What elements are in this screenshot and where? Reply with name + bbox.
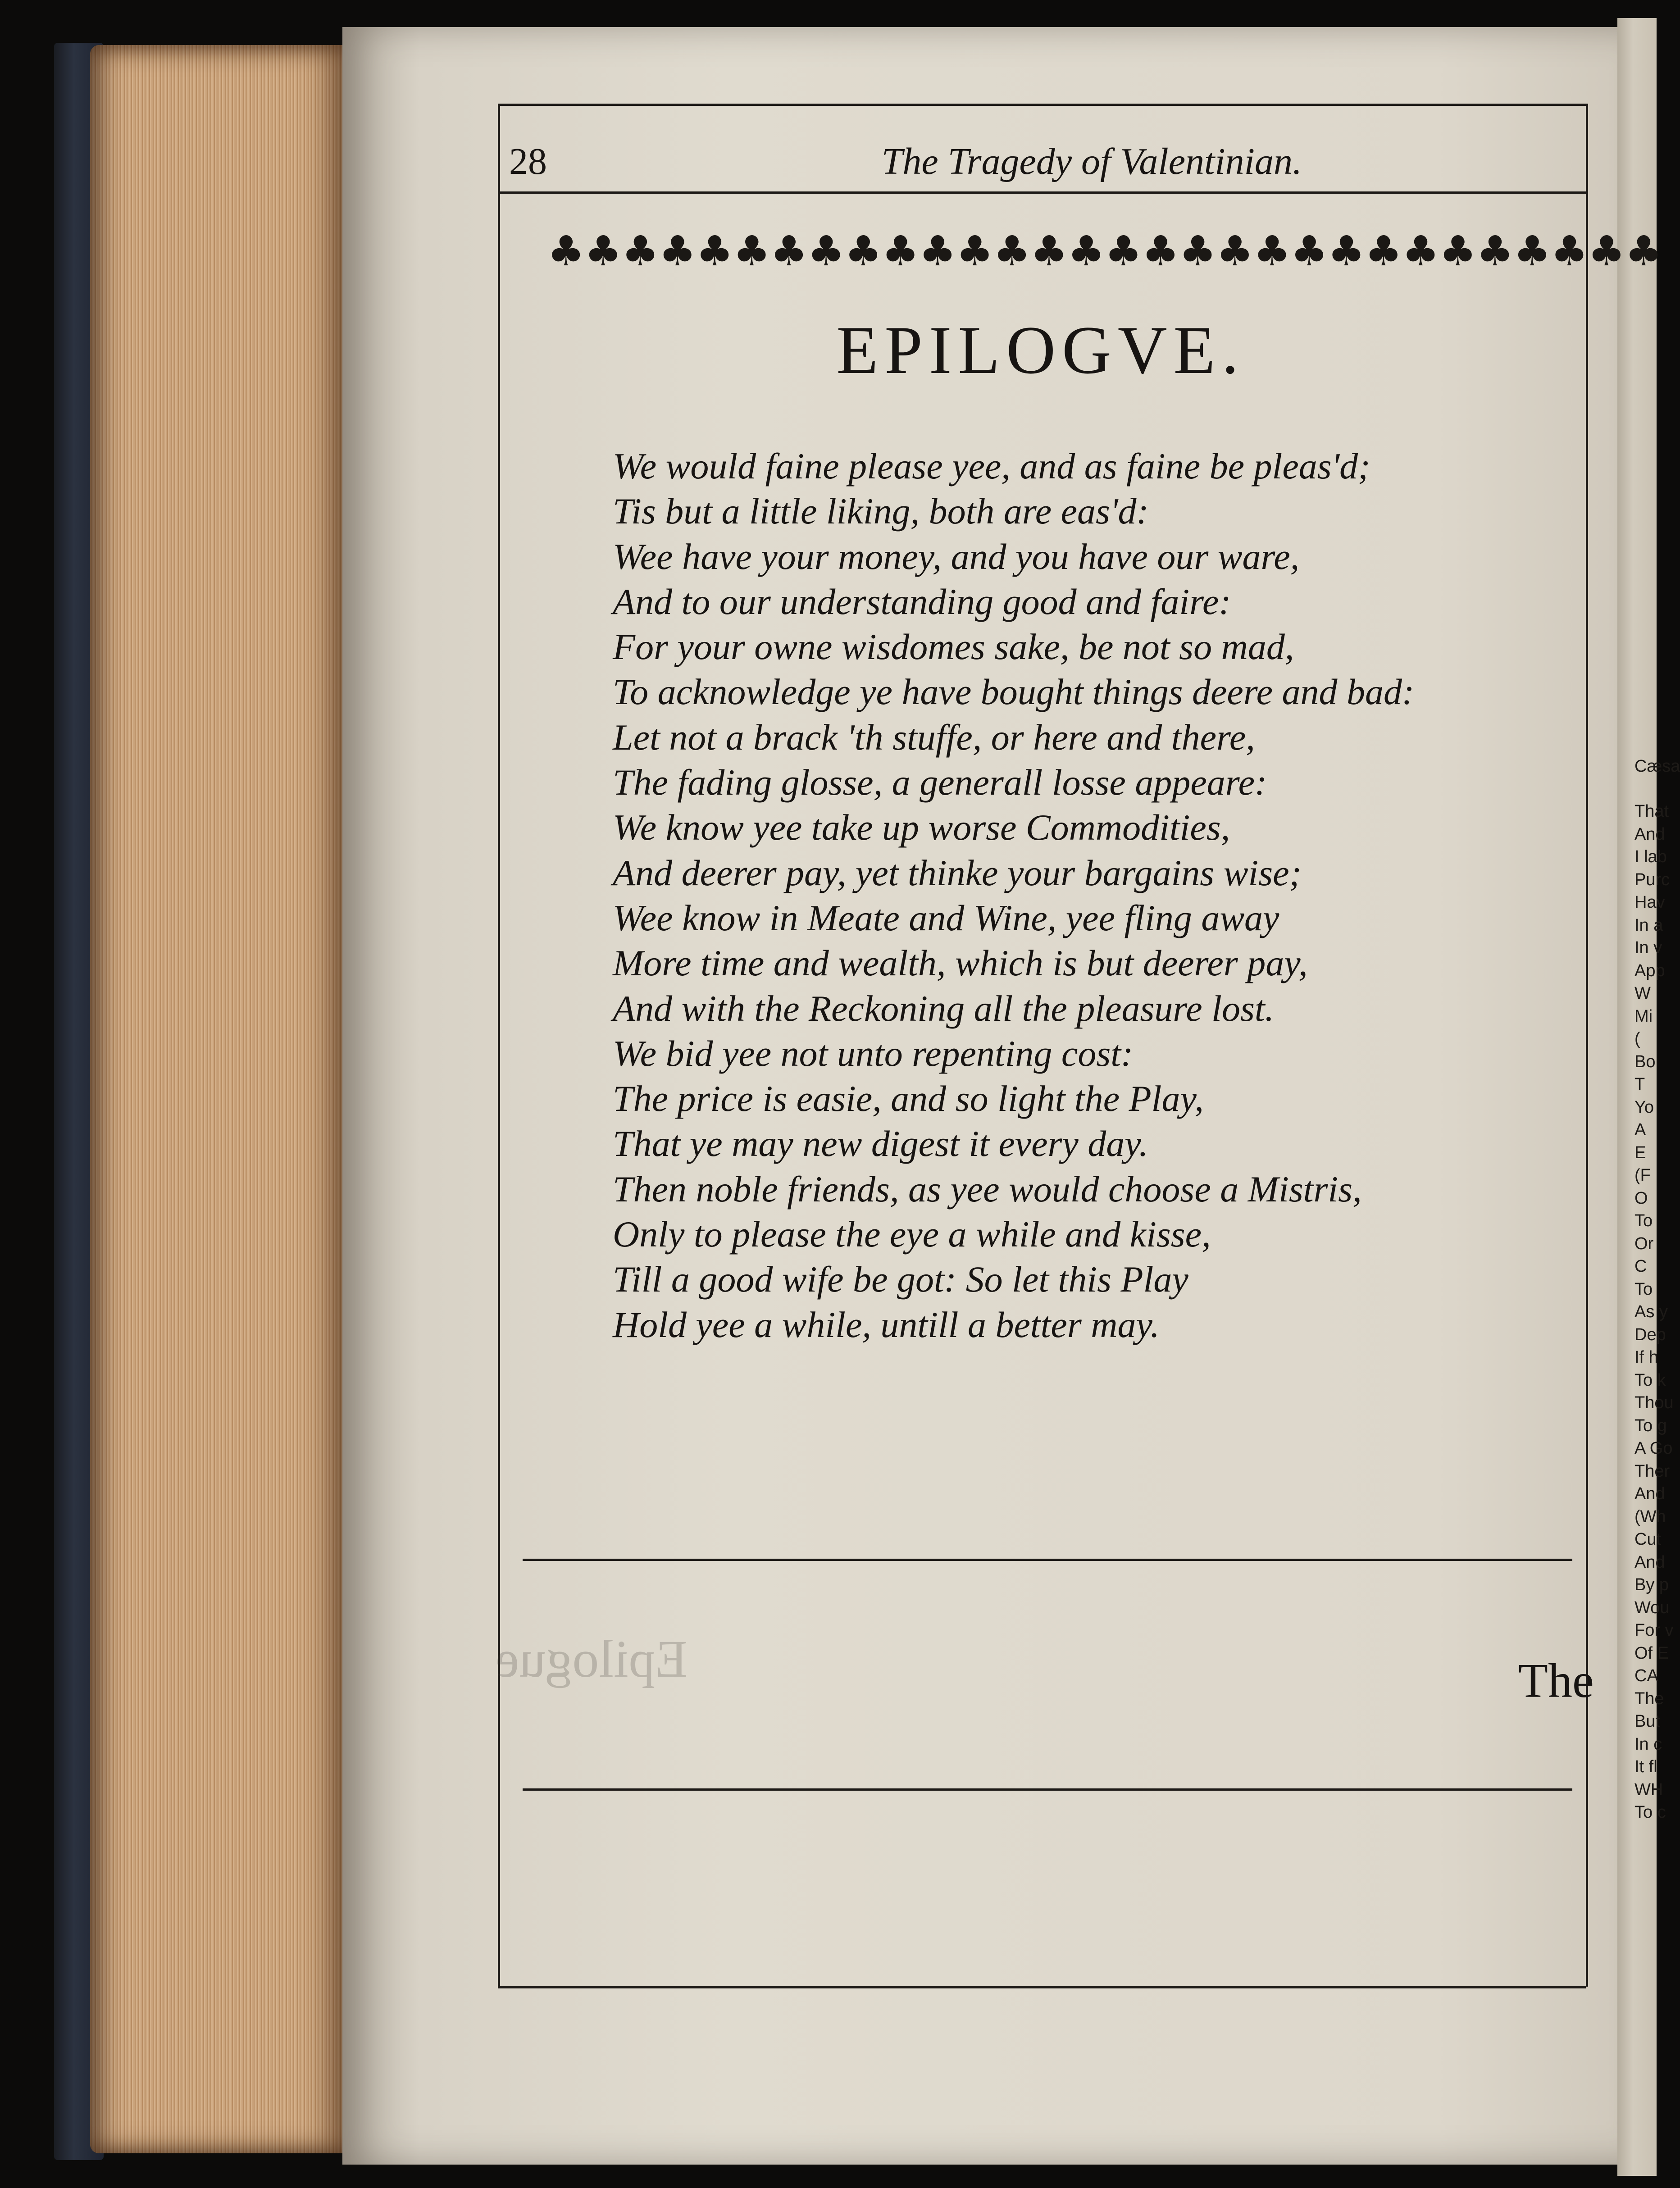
facing-page-line: (F (1634, 1166, 1651, 1185)
facing-page-line: But (1634, 1712, 1661, 1731)
verse-line: Tis but a little liking, both are eas'd: (613, 491, 1149, 532)
ornament-fleuron-icon: ♣ (659, 227, 696, 275)
verse-line: And deerer pay, yet thinke your bargains wise; (613, 852, 1302, 893)
facing-page-line: (Wh (1634, 1507, 1666, 1526)
ornament-fleuron-icon: ♣ (1551, 227, 1588, 275)
ornament-band (547, 223, 1662, 279)
facing-page-line: In v (1634, 938, 1662, 957)
facing-page-line: Yo (1634, 1097, 1654, 1117)
ornament-fleuron-icon: ♣ (844, 227, 882, 275)
facing-page-line: Hav (1634, 893, 1665, 912)
verse-line: Let not a brack 'th stuffe, or here and there, (613, 716, 1255, 758)
ornament-fleuron-icon: ♣ (1625, 227, 1662, 275)
facing-page-line: The (1634, 1689, 1664, 1708)
ornament-fleuron-icon: ♣ (956, 227, 993, 275)
facing-page-line: App (1634, 961, 1665, 980)
facing-page-line: C (1634, 1257, 1647, 1276)
ornament-fleuron-icon: ♣ (1179, 227, 1216, 275)
ornament-fleuron-icon: ♣ (1290, 227, 1328, 275)
facing-page-line: To g (1634, 1416, 1667, 1435)
ornament-fleuron-icon: ♣ (919, 227, 956, 275)
catchword: The (1518, 1654, 1594, 1708)
ornament-fleuron-icon: ♣ (1030, 227, 1068, 275)
lower-rule-1 (523, 1559, 1572, 1561)
ornament-fleuron-icon: ♣ (1402, 227, 1439, 275)
facing-page-line: By p (1634, 1575, 1669, 1594)
ornament-fleuron-icon: ♣ (1439, 227, 1477, 275)
facing-page-line: Of E (1634, 1643, 1669, 1663)
facing-page-line: And (1634, 824, 1665, 844)
facing-page-line: Or (1634, 1234, 1654, 1253)
facing-page-line: Purc (1634, 870, 1670, 889)
facing-page-line: O (1634, 1188, 1648, 1208)
facing-page-line: In c (1634, 1734, 1662, 1754)
verse-line: And to our understanding good and faire: (613, 581, 1231, 622)
verse-line: Wee have your money, and you have our ware, (613, 536, 1300, 577)
facing-page-line: To k (1634, 1370, 1666, 1390)
ornament-fleuron-icon: ♣ (1588, 227, 1625, 275)
bottom-rule (498, 1986, 1586, 1988)
facing-page-line: To c (1634, 1803, 1666, 1822)
facing-page-line: As y (1634, 1302, 1668, 1321)
ornament-fleuron-icon: ♣ (807, 227, 845, 275)
verse-line: To acknowledge ye have bought things deere and bad: (613, 671, 1415, 713)
facing-page-line: To (1634, 1211, 1653, 1230)
verse-line: We would faine please yee, and as faine be pleas'd; (613, 446, 1370, 487)
verse-line: Till a good wife be got: So let this Play (613, 1259, 1188, 1300)
ornament-fleuron-icon: ♣ (733, 227, 770, 275)
epilogue-verse (613, 444, 1446, 1347)
facing-page-line: That (1634, 802, 1669, 821)
verse-line: Only to please the eye a while and kisse, (613, 1214, 1211, 1255)
ornament-fleuron-icon: ♣ (1476, 227, 1514, 275)
facing-page-line: To (1634, 1279, 1653, 1299)
ornament-fleuron-icon: ♣ (1328, 227, 1365, 275)
verse-line: That ye may new digest it every day. (613, 1123, 1148, 1165)
fore-edge-pages (90, 45, 342, 2153)
facing-page-line: Wou (1634, 1598, 1670, 1617)
ornament-fleuron-icon: ♣ (584, 227, 622, 275)
facing-page-line: E (1634, 1143, 1646, 1162)
facing-page-line: It fl (1634, 1757, 1657, 1776)
verse-line: We bid yee not unto repenting cost: (613, 1033, 1134, 1074)
verse-line: For your owne wisdomes sake, be not so mad, (613, 626, 1294, 668)
ornament-fleuron-icon: ♣ (547, 227, 585, 275)
facing-page-line: Cut (1634, 1530, 1662, 1549)
ornament-fleuron-icon: ♣ (1216, 227, 1254, 275)
facing-page-line: Cæsa (1634, 757, 1680, 776)
facing-page-line: W (1634, 984, 1651, 1003)
facing-page-line: And (1634, 1484, 1665, 1503)
verse-line: The price is easie, and so light the Play, (613, 1078, 1204, 1119)
top-rule (498, 104, 1586, 106)
facing-page-line: WH (1634, 1780, 1663, 1799)
ornament-fleuron-icon: ♣ (621, 227, 659, 275)
page-number: 28 (509, 141, 547, 182)
facing-page-line: I lab (1634, 847, 1667, 866)
verse-line: Hold yee a while, untill a better may. (613, 1304, 1160, 1345)
ornament-fleuron-icon: ♣ (993, 227, 1031, 275)
ornament-fleuron-icon: ♣ (1513, 227, 1551, 275)
facing-page-line: A Go (1634, 1439, 1673, 1458)
verse-line: Wee know in Meate and Wine, yee fling away (613, 897, 1279, 938)
facing-page-line: Thou (1634, 1393, 1674, 1412)
ornament-fleuron-icon: ♣ (882, 227, 919, 275)
ornament-fleuron-icon: ♣ (770, 227, 808, 275)
lower-rule-2 (523, 1788, 1572, 1791)
facing-page-line: Mi (1634, 1006, 1653, 1026)
facing-page-line: CA (1634, 1666, 1658, 1685)
ornament-fleuron-icon: ♣ (1067, 227, 1105, 275)
facing-page-line: Dep (1634, 1325, 1666, 1344)
facing-page-line: Bo (1634, 1052, 1656, 1071)
facing-page-line: Ther (1634, 1461, 1670, 1481)
verse-line: More time and wealth, which is but deerer pay, (613, 942, 1308, 984)
facing-page-line: ( (1634, 1029, 1640, 1048)
ornament-fleuron-icon: ♣ (1105, 227, 1142, 275)
running-title: The Tragedy of Valentinian. (881, 141, 1302, 182)
facing-page-fragment (1617, 18, 1680, 2176)
facing-page-line: For v (1634, 1621, 1674, 1640)
facing-page-line: And (1634, 1552, 1665, 1572)
running-head (505, 140, 1581, 189)
verse-line: We know yee take up worse Commodities, (613, 807, 1230, 848)
facing-page-line: A (1634, 1120, 1646, 1139)
facing-page-line: In a (1634, 915, 1663, 935)
verse-line: Then noble friends, as yee would choose a Mistris, (613, 1168, 1362, 1210)
facing-page-line: If h (1634, 1348, 1658, 1367)
epilogue-heading: EPILOGVE. (836, 312, 1245, 388)
show-through-text: Epilogue (496, 1629, 688, 1688)
ornament-fleuron-icon: ♣ (1365, 227, 1402, 275)
ornament-fleuron-icon: ♣ (1142, 227, 1179, 275)
verse-line: And with the Reckoning all the pleasure lost. (613, 987, 1275, 1029)
ornament-fleuron-icon: ♣ (1253, 227, 1291, 275)
facing-page-line: T (1634, 1075, 1645, 1094)
verse-line: The fading glosse, a generall losse appeare: (613, 762, 1267, 803)
ornament-fleuron-icon: ♣ (696, 227, 733, 275)
head-rule (498, 191, 1586, 194)
